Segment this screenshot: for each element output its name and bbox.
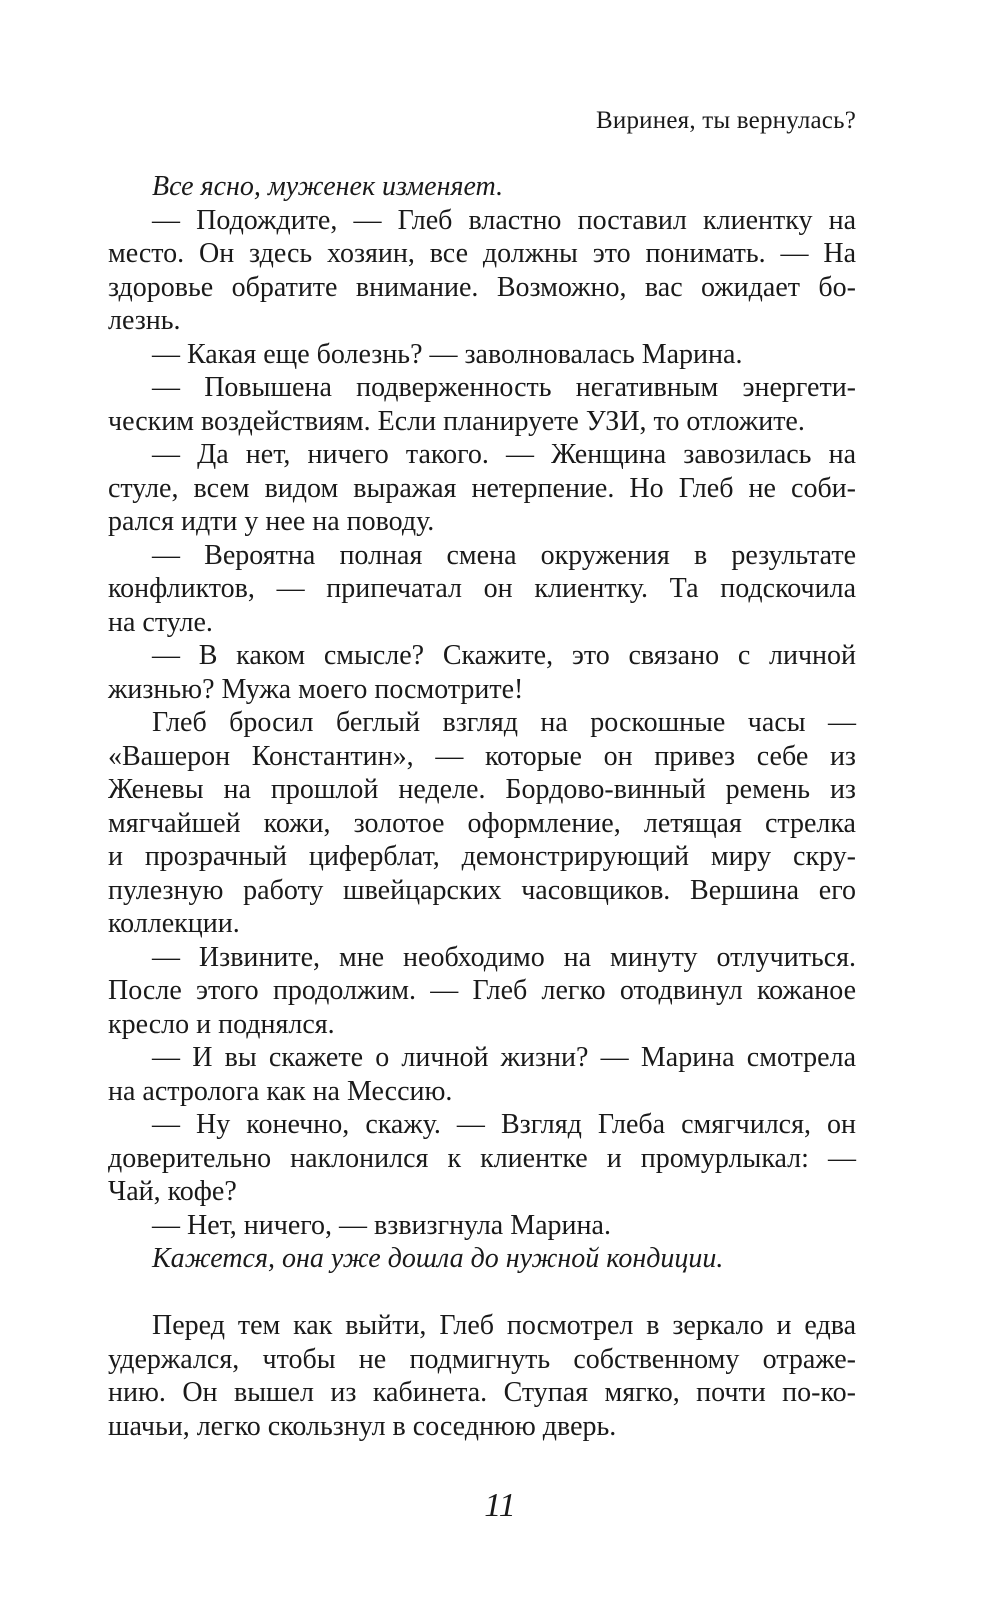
text-line: Все ясно, муженек изменяет. xyxy=(152,171,504,202)
text-line: место. Он здесь хозяин, все должны это понимать. — На xyxy=(108,238,856,269)
text-line: После этого продолжим. — Глеб легко отодвинул кожаное xyxy=(108,975,856,1006)
text-line: шачьи, легко скользнул в соседнюю дверь. xyxy=(108,1410,617,1442)
running-header: Виринея, ты вернулась? xyxy=(596,107,856,134)
text-line: удержался, чтобы не подмигнуть собственному отраже- xyxy=(108,1343,856,1375)
text-line: — Да нет, ничего такого. — Женщина завозилась на xyxy=(152,439,856,470)
text-line: на астролога как на Мессию. xyxy=(108,1075,453,1107)
text-line: жизнью? Мужа моего посмотрите! xyxy=(108,673,524,705)
text-line: коллекции. xyxy=(108,908,240,939)
page-number: 11 xyxy=(484,1487,516,1524)
text-line: — Повышена подверженность негативным энергети- xyxy=(152,372,856,403)
text-line: — Нет, ничего, — взвизгнула Марина. xyxy=(152,1209,611,1241)
text-line: — Подождите, — Глеб властно поставил клиентку на xyxy=(152,204,856,236)
section-break xyxy=(108,1276,856,1310)
text-line: нию. Он вышел из кабинета. Ступая мягко, почти по-ко- xyxy=(108,1377,856,1408)
text-line: ческим воздействиям. Если планируете УЗИ, то отложите. xyxy=(108,405,805,437)
text-line: Чай, кофе? xyxy=(108,1176,237,1207)
text-line: стуле, всем видом выражая нетерпение. Но Глеб не соби- xyxy=(108,472,856,504)
text-line: на стуле. xyxy=(108,606,213,638)
text-line: и прозрачный циферблат, демонстрирующий миру скру- xyxy=(108,841,856,872)
text-line: лезнь. xyxy=(108,305,181,336)
text-line: — И вы скажете о личной жизни? — Марина смотрела xyxy=(152,1042,856,1073)
text-line: Женевы на прошлой неделе. Бордово-винный ремень из xyxy=(108,774,856,805)
text-line: — Вероятна полная смена окружения в результате xyxy=(152,539,856,571)
text-line: доверительно наклонился к клиентке и промурлыкал: — xyxy=(108,1142,856,1174)
text-line: Перед тем как выйти, Глеб посмотрел в зеркало и едва xyxy=(152,1310,856,1341)
text-line: — Извините, мне необходимо на минуту отлучиться. xyxy=(152,941,856,973)
text-line: — Ну конечно, скажу. — Взгляд Глеба смягчился, он xyxy=(152,1109,856,1140)
text-line: пулезную работу швейцарских часовщиков. Вершина его xyxy=(108,874,856,906)
text-line: — В каком смысле? Скажите, это связано с личной xyxy=(152,640,856,671)
text-line: «Вашерон Константин», — которые он привез себе из xyxy=(108,740,856,772)
text-line: конфликтов, — припечатал он клиентку. Та подскочила xyxy=(108,573,856,604)
text-line: — Какая еще болезнь? — заволновалась Марина. xyxy=(152,338,743,370)
text-line: мягчайшей кожи, золотое оформление, летящая стрелка xyxy=(108,807,856,839)
text-line: Глеб бросил беглый взгляд на роскошные часы — xyxy=(152,707,856,738)
text-line: рался идти у нее на поводу. xyxy=(108,506,435,537)
text-line: здоровье обратите внимание. Возможно, вас ожидает бо- xyxy=(108,271,856,303)
text-line: кресло и поднялся. xyxy=(108,1008,335,1040)
body-text xyxy=(108,170,856,1443)
text-line: Кажется, она уже дошла до нужной кондиции. xyxy=(152,1243,724,1274)
